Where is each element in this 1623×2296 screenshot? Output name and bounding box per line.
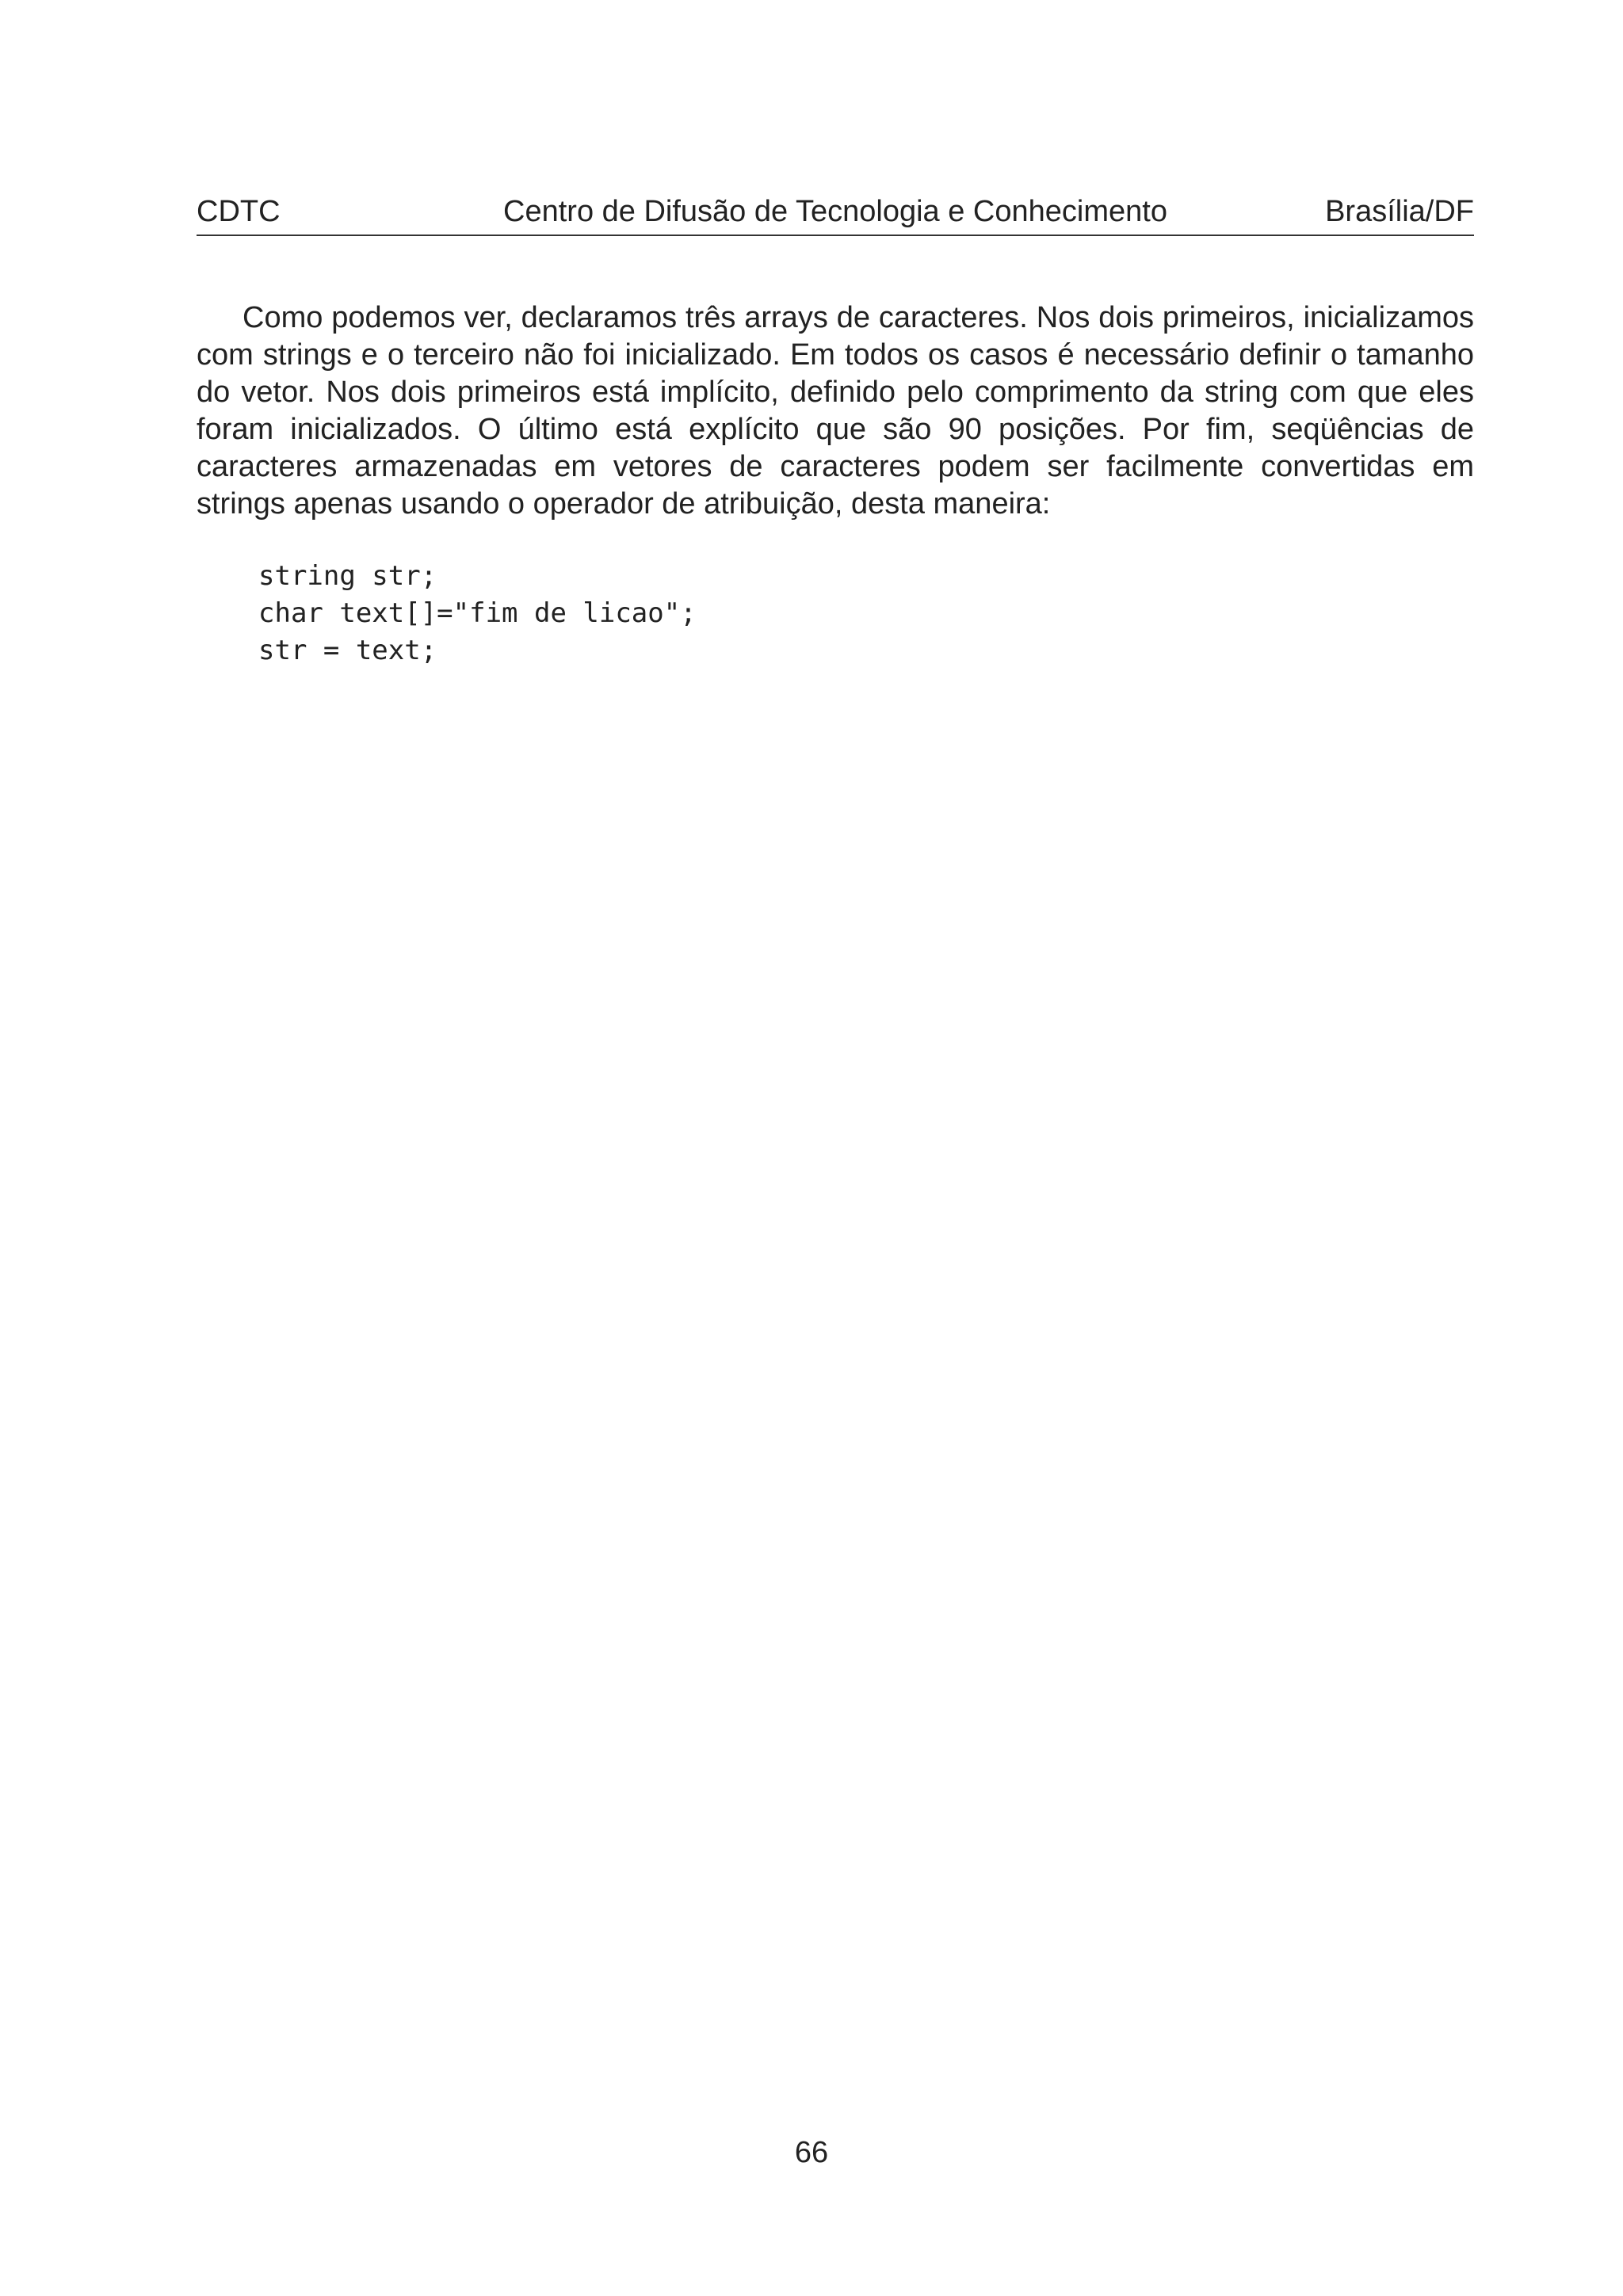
code-block — [258, 558, 697, 669]
header-location: Brasília/DF — [1325, 195, 1474, 228]
code-line: char text[]="fim de licao"; — [258, 597, 697, 629]
code-line: str = text; — [258, 635, 437, 666]
header-title: Centro de Difusão de Tecnologia e Conhecimento — [503, 195, 1167, 228]
code-line: string str; — [258, 560, 437, 592]
body-paragraph: Como podemos ver, declaramos três arrays de caracteres. Nos dois primeiros, inicializamos com strings e o terceiro não foi inicializado. Em todos os casos é necessário definir o tamanho do vetor. Nos dois primeiros está implícito, definido pelo comprimento da string com que eles foram inicializados. O último está explícito que são 90 posições. Por fim, seqüências de caracteres armazenadas em vetores de caracteres podem ser facilmente convertidas em strings apenas usando o operador de atribuição, desta maneira: — [197, 301, 1474, 521]
page-number: 66 — [794, 2136, 829, 2169]
header-organization: CDTC — [197, 195, 281, 228]
page-header — [197, 190, 1474, 236]
